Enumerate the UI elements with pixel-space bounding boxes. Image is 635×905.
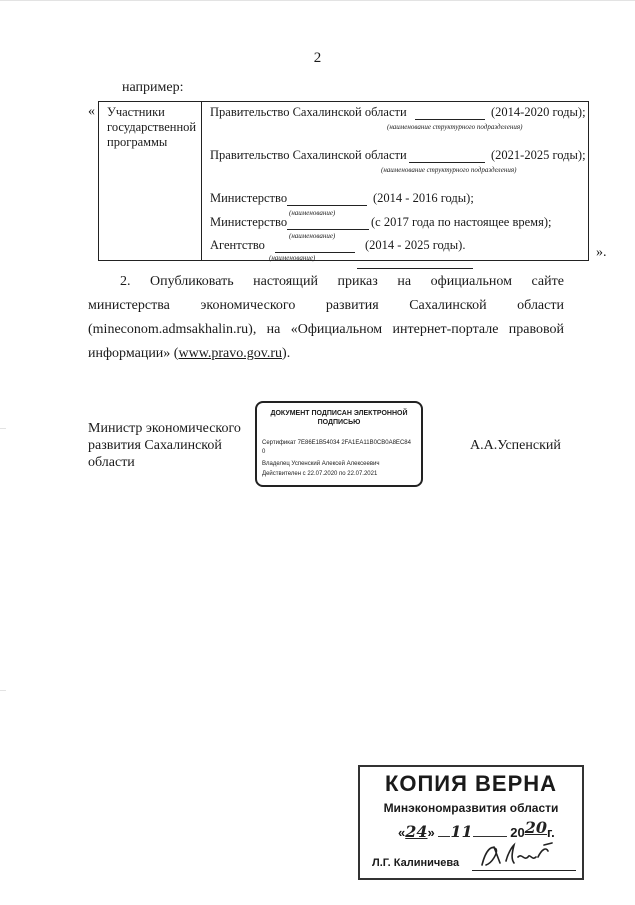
table-row-4-text: Министерство — [210, 215, 288, 229]
table-row-5-hint: (наименование) — [269, 254, 316, 262]
stamp-year-end: г. — [546, 825, 555, 840]
para-word: «Официальном — [290, 322, 383, 337]
paragraph-2-line-2 — [88, 294, 564, 318]
para-word: приказ — [337, 274, 378, 289]
handwritten-signature-icon — [478, 839, 558, 871]
eds-title: ДОКУМЕНТ ПОДПИСАН ЭЛЕКТРОННОЙ ПОДПИСЬЮ — [270, 410, 408, 426]
para-word: (mineconom.admsakhalin.ru), — [88, 322, 257, 337]
stamp-date: «24» 11 2020г. — [398, 818, 555, 841]
signatory-name: А.А.Успенский — [470, 438, 561, 453]
table-row-4-period: (с 2017 года по настоящее время); — [371, 215, 552, 229]
para-word: Опубликовать — [150, 274, 234, 289]
para-text: информации» ( — [88, 346, 179, 361]
table-row-3-hint: (наименование) — [289, 209, 336, 217]
table-row-5-period: (2014 - 2025 годы). — [365, 238, 466, 252]
top-scan-edge — [0, 0, 635, 1]
table-row-2-text: Правительство Сахалинской области — [210, 148, 407, 162]
pravo-link[interactable]: www.pravo.gov.ru — [178, 346, 283, 361]
table-row-3-blank — [287, 205, 367, 206]
table-divider — [201, 102, 202, 260]
table-row-4-hint: (наименование) — [289, 232, 336, 240]
table-row-1-period: (2014-2020 годы); — [491, 105, 586, 119]
quote-open: « — [88, 104, 95, 119]
para-word: официальном — [430, 274, 512, 289]
stamp-year-suffix: 20 — [524, 818, 547, 837]
eds-certificate-tail: 0 — [262, 449, 266, 455]
table-row-1-blank — [415, 119, 485, 120]
participants-table — [98, 101, 589, 261]
para-word: развития — [325, 298, 379, 313]
para-word: на — [266, 322, 281, 337]
stamp-signer: Л.Г. Калиничева — [372, 857, 460, 869]
signatory-position: Министр экономического развития Сахалинской области — [88, 421, 241, 470]
para-word: интернет-портале — [392, 322, 499, 337]
scan-mark — [0, 428, 6, 429]
paragraph-2-line-1 — [88, 270, 564, 294]
para-word: Сахалинской — [409, 298, 487, 313]
stamp-title: КОПИЯ ВЕРНА — [384, 771, 558, 796]
page-number: 2 — [313, 50, 322, 66]
eds-certificate: Сертификат 7E86E1B54034 2FA1EA11B0CB0A8EC84 — [262, 440, 411, 446]
stamp-year-prefix: 20 — [510, 825, 525, 840]
table-row-5-blank — [275, 252, 355, 253]
scan-mark — [0, 690, 6, 691]
table-row-3-text: Министерство — [210, 191, 288, 205]
stamp-month: 11 — [450, 822, 473, 841]
intro-text: например: — [122, 80, 184, 95]
stamp-day: 24 — [405, 822, 428, 841]
para-word: области — [517, 298, 564, 313]
paragraph-2-line-3 — [88, 318, 564, 342]
table-row-2-period: (2021-2025 годы); — [491, 148, 586, 162]
paragraph-2-line-4 — [88, 342, 564, 366]
paragraph-2 — [88, 270, 564, 366]
para-text: ). — [282, 346, 291, 361]
para-word: на — [397, 274, 412, 289]
para-word: экономического — [200, 298, 296, 313]
table-left-cell: Участники государственной программы — [107, 105, 197, 149]
table-row-1-hint: (наименование структурного подразделения) — [387, 123, 523, 131]
table-row-3-period: (2014 - 2016 годы); — [373, 191, 474, 205]
para-word: сайте — [531, 274, 564, 289]
eds-owner: Владелец Успенский Алексей Алексеевич — [262, 461, 380, 467]
para-word: министерства — [88, 298, 170, 313]
copy-certified-stamp — [358, 765, 584, 880]
table-row-2-hint: (наименование структурного подразделения) — [381, 166, 517, 174]
stamp-organization: Минэкономразвития области — [383, 801, 559, 815]
table-row-2-blank — [409, 162, 485, 163]
table-row-4-blank — [287, 229, 369, 230]
quote-close: ». — [596, 245, 607, 260]
para-word: правовой — [508, 322, 564, 337]
para-word: настоящий — [253, 274, 318, 289]
electronic-signature-stamp — [255, 401, 423, 487]
table-row-5-text: Агентство — [210, 238, 265, 252]
eds-valid: Действителен с 22.07.2020 по 22.07.2021 — [262, 471, 378, 477]
para-word: 2. — [120, 274, 131, 289]
paragraph-gap-line — [357, 268, 473, 269]
table-row-1-text: Правительство Сахалинской области — [210, 105, 407, 119]
